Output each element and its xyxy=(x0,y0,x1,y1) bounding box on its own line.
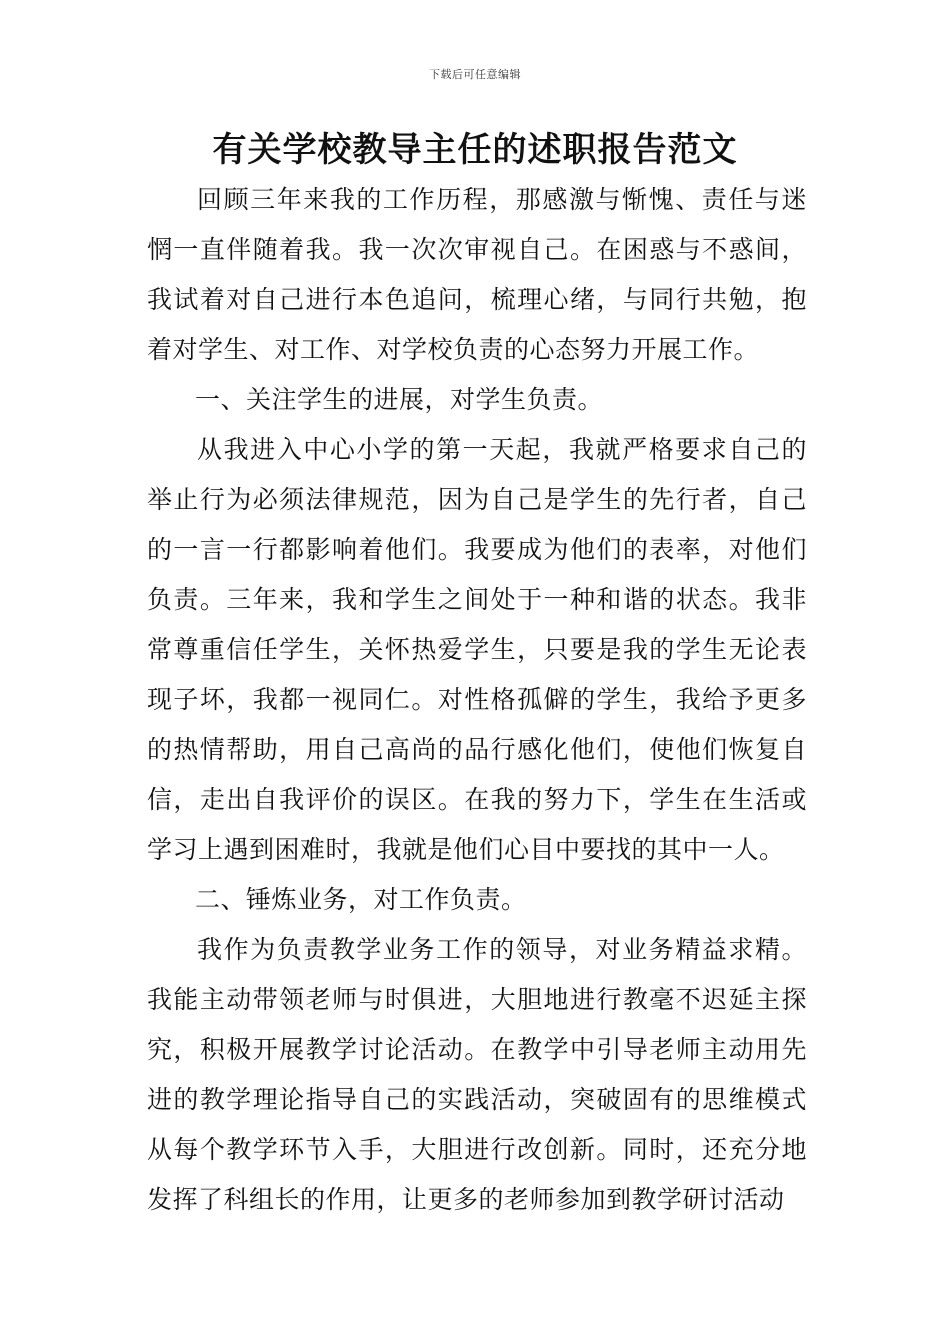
document-title: 有关学校教导主任的述职报告范文 xyxy=(212,130,738,170)
paragraph-section-1: 从我进入中心小学的第一天起，我就严格要求自己的举止行为必须法律规范，因为自己是学生的先行者，自己的一言一行都影响着他们。我要成为他们的表率，对他们负责。三年来，我和学生之间处于一种和谐的状态。我非常尊重信任学生，关怀热爱学生，只要是我的学生无论表现子坏，我都一视同仁。对性格孤僻的学生，我给予更多的热情帮助，用自己高尚的品行感化他们，使他们恢复自信，走出自我评价的误区。在我的努力下，学生在生活或学习上遇到困难时，我就是他们心目中要找的其中一人。 xyxy=(147,435,807,864)
paragraph-section-2: 我作为负责教学业务工作的领导，对业务精益求精。我能主动带领老师与时俱进，大胆地进行教毫不迟延主探究，积极开展教学讨论活动。在教学中引导老师主动用先进的教学理论指导自己的实践活动，突破固有的思维模式从每个教学环节入手，大胆进行改创新。同时，还充分地发挥了科组长的作用，让更多的老师参加到教学研讨活动 xyxy=(147,935,807,1214)
section-heading-2: 二、锤炼业务，对工作负责。 xyxy=(195,885,527,914)
section-heading-1: 一、关注学生的进展，对学生负责。 xyxy=(195,385,604,414)
paragraph-intro: 回顾三年来我的工作历程，那感激与惭愧、责任与迷惘一直伴随着我。我一次次审视自己。在困惑与不惑间，我试着对自己进行本色追问，梳理心绪，与同行共勉，抱着对学生、对工作、对学校负责的心态努力开展工作。 xyxy=(147,185,807,364)
header-note: 下载后可任意编辑 xyxy=(429,68,521,81)
document-body xyxy=(147,175,807,1225)
